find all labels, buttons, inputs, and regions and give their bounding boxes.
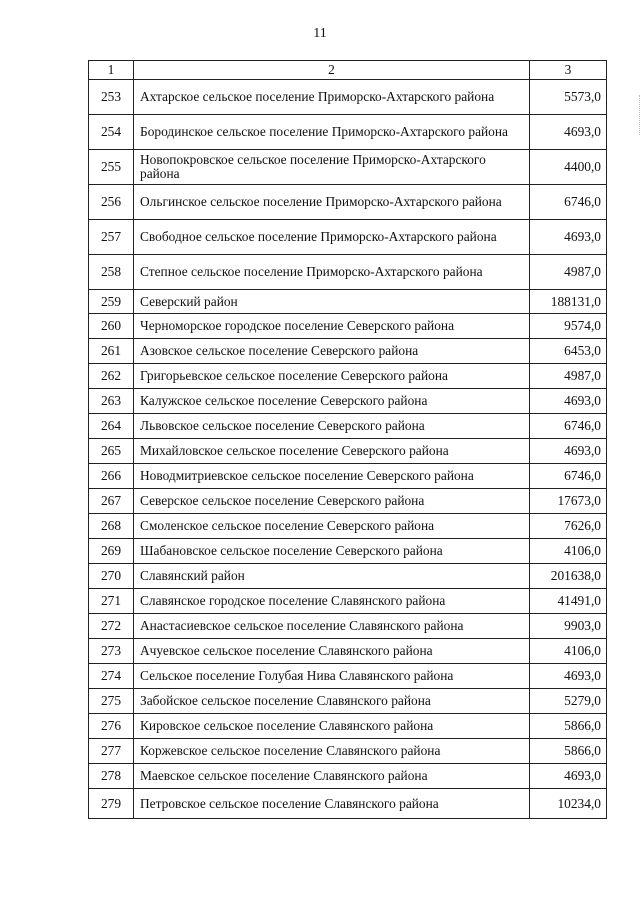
row-number: 275 — [89, 689, 134, 714]
row-number: 271 — [89, 589, 134, 614]
table-row — [89, 150, 607, 185]
settlement-name: Ачуевское сельское поселение Славянского района — [134, 639, 530, 664]
amount-value: 188131,0 — [530, 290, 607, 314]
table-row — [89, 689, 607, 714]
table-body — [89, 80, 607, 819]
row-number: 276 — [89, 714, 134, 739]
amount-value: 5866,0 — [530, 739, 607, 764]
table-row — [89, 514, 607, 539]
row-number: 257 — [89, 220, 134, 255]
table-row — [89, 714, 607, 739]
amount-value: 4693,0 — [530, 764, 607, 789]
settlement-name: Бородинское сельское поселение Приморско-Ахтарского района — [134, 115, 530, 150]
table-row — [89, 539, 607, 564]
amount-value: 4693,0 — [530, 389, 607, 414]
settlement-name: Забойское сельское поселение Славянского района — [134, 689, 530, 714]
settlement-name: Новопокровское сельское поселение Приморско-Ахтарского района — [134, 150, 530, 185]
table-row — [89, 439, 607, 464]
settlement-name: Анастасиевское сельское поселение Славянского района — [134, 614, 530, 639]
amount-value: 4106,0 — [530, 539, 607, 564]
row-number: 277 — [89, 739, 134, 764]
amount-value: 4987,0 — [530, 364, 607, 389]
row-number: 278 — [89, 764, 134, 789]
amount-value: 41491,0 — [530, 589, 607, 614]
row-number: 258 — [89, 255, 134, 290]
amount-value: 9574,0 — [530, 314, 607, 339]
table-row — [89, 255, 607, 290]
settlement-name: Азовское сельское поселение Северского района — [134, 339, 530, 364]
column-header-2: 2 — [134, 61, 530, 80]
amount-value: 4400,0 — [530, 150, 607, 185]
settlement-name: Ольгинское сельское поселение Приморско-Ахтарского района — [134, 185, 530, 220]
settlement-name: Черноморское городское поселение Северского района — [134, 314, 530, 339]
settlement-name: Михайловское сельское поселение Северского района — [134, 439, 530, 464]
settlement-name: Львовское сельское поселение Северского района — [134, 414, 530, 439]
row-number: 255 — [89, 150, 134, 185]
row-number: 263 — [89, 389, 134, 414]
row-number: 253 — [89, 80, 134, 115]
table-row — [89, 614, 607, 639]
table-row — [89, 589, 607, 614]
row-number: 273 — [89, 639, 134, 664]
amount-value: 6746,0 — [530, 185, 607, 220]
settlement-name: Славянский район — [134, 564, 530, 589]
settlement-name: Петровское сельское поселение Славянского района — [134, 789, 530, 819]
row-number: 279 — [89, 789, 134, 819]
amount-value: 5573,0 — [530, 80, 607, 115]
row-number: 256 — [89, 185, 134, 220]
amount-value: 9903,0 — [530, 614, 607, 639]
amount-value: 17673,0 — [530, 489, 607, 514]
row-number: 266 — [89, 464, 134, 489]
table-row — [89, 764, 607, 789]
table-row — [89, 564, 607, 589]
amount-value: 4693,0 — [530, 439, 607, 464]
settlement-name: Кировское сельское поселение Славянского района — [134, 714, 530, 739]
column-header-3: 3 — [530, 61, 607, 80]
table-row — [89, 464, 607, 489]
settlement-name: Смоленское сельское поселение Северского района — [134, 514, 530, 539]
amount-value: 5279,0 — [530, 689, 607, 714]
row-number: 267 — [89, 489, 134, 514]
settlement-name: Коржевское сельское поселение Славянского района — [134, 739, 530, 764]
settlement-name: Маевское сельское поселение Славянского района — [134, 764, 530, 789]
amount-value: 6453,0 — [530, 339, 607, 364]
row-number: 268 — [89, 514, 134, 539]
row-number: 265 — [89, 439, 134, 464]
row-number: 264 — [89, 414, 134, 439]
amount-value: 4106,0 — [530, 639, 607, 664]
amount-value: 201638,0 — [530, 564, 607, 589]
row-number: 272 — [89, 614, 134, 639]
table-row — [89, 664, 607, 689]
amount-value: 4987,0 — [530, 255, 607, 290]
page-number: 11 — [313, 26, 327, 41]
settlement-name: Сельское поселение Голубая Нива Славянского района — [134, 664, 530, 689]
column-header-1: 1 — [89, 61, 134, 80]
row-number: 274 — [89, 664, 134, 689]
settlement-name: Новодмитриевское сельское поселение Северского района — [134, 464, 530, 489]
settlement-name: Григорьевское сельское поселение Северского района — [134, 364, 530, 389]
amount-value: 5866,0 — [530, 714, 607, 739]
allocation-table — [88, 60, 607, 819]
table-row — [89, 739, 607, 764]
amount-value: 6746,0 — [530, 464, 607, 489]
table-row — [89, 314, 607, 339]
settlement-name: Славянское городское поселение Славянского района — [134, 589, 530, 614]
table-row — [89, 80, 607, 115]
row-number: 270 — [89, 564, 134, 589]
table-row — [89, 364, 607, 389]
settlement-name: Свободное сельское поселение Приморско-Ахтарского района — [134, 220, 530, 255]
table-row — [89, 339, 607, 364]
row-number: 269 — [89, 539, 134, 564]
table-header-row — [89, 61, 607, 80]
table-row — [89, 115, 607, 150]
table-row — [89, 290, 607, 314]
row-number: 259 — [89, 290, 134, 314]
settlement-name: Ахтарское сельское поселение Приморско-Ахтарского района — [134, 80, 530, 115]
amount-value: 6746,0 — [530, 414, 607, 439]
row-number: 262 — [89, 364, 134, 389]
scan-edge-mark — [636, 95, 640, 135]
settlement-name: Калужское сельское поселение Северского района — [134, 389, 530, 414]
table-row — [89, 389, 607, 414]
table-row — [89, 185, 607, 220]
row-number: 260 — [89, 314, 134, 339]
settlement-name: Северское сельское поселение Северского района — [134, 489, 530, 514]
settlement-name: Степное сельское поселение Приморско-Ахтарского района — [134, 255, 530, 290]
amount-value: 7626,0 — [530, 514, 607, 539]
amount-value: 4693,0 — [530, 664, 607, 689]
table-row — [89, 789, 607, 819]
settlement-name: Северский район — [134, 290, 530, 314]
table-row — [89, 414, 607, 439]
row-number: 261 — [89, 339, 134, 364]
amount-value: 4693,0 — [530, 115, 607, 150]
table-row — [89, 639, 607, 664]
table-row — [89, 489, 607, 514]
settlement-name: Шабановское сельское поселение Северского района — [134, 539, 530, 564]
table-row — [89, 220, 607, 255]
row-number: 254 — [89, 115, 134, 150]
amount-value: 10234,0 — [530, 789, 607, 819]
amount-value: 4693,0 — [530, 220, 607, 255]
